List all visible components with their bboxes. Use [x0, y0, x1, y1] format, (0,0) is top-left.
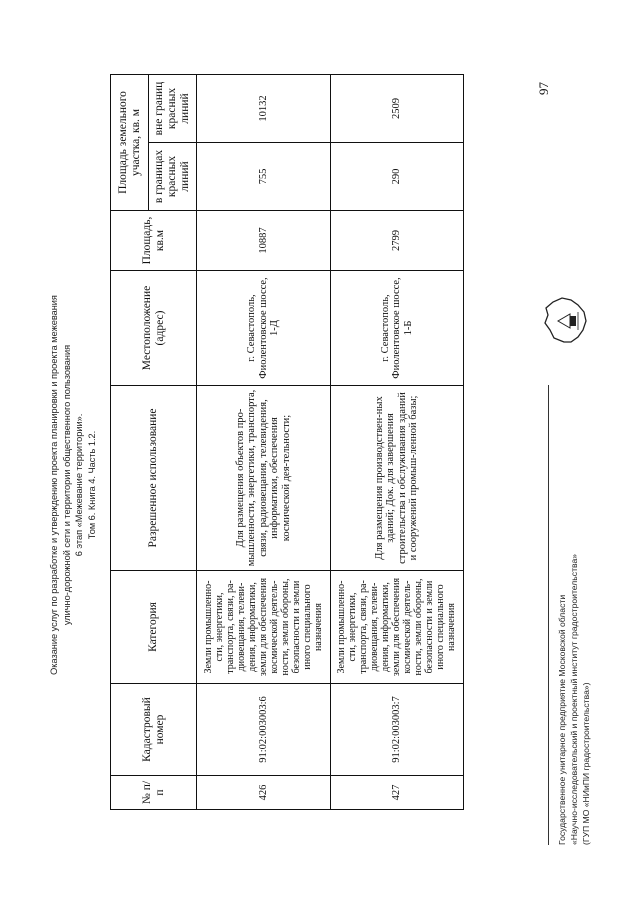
header-line-1: Оказание услуг по разработке и утверждению проекта планировки и проекта межевания — [49, 295, 59, 675]
header-line-2: улично-дорожной сети и территории общественного пользования — [61, 344, 72, 626]
row-num: 427 — [330, 776, 464, 810]
footer-line-1: Государственное унитарное предприятие Московской области — [557, 594, 567, 845]
table-row — [197, 75, 331, 810]
header-outside: вне границ красных линий — [149, 75, 197, 143]
moscow-region-map-logo-icon — [540, 292, 590, 350]
header-num: № п/п — [111, 776, 197, 810]
row-cadastral: 91:02:003003:7 — [330, 684, 464, 776]
row-usage: Для размещения объектов про-мышленности, энергетики, транспорта, связи, радиовещания, телевидения, информатики, обеспечения космической дея-тельности; — [197, 386, 331, 571]
row-location: г. Севастополь, Фиолентовское шоссе, 1-Д — [197, 271, 331, 386]
document-header — [48, 125, 98, 845]
table-row — [330, 75, 464, 810]
row-inside: 290 — [330, 143, 464, 211]
row-category: Земли промышленно-сти, энергетики, транспорта, связи, ра-диовещания, телеви-дения, информатики, земли для обеспечения космической деятель-ности, земли обороны, безопасности и земли иного специального назначения — [330, 571, 464, 684]
row-location: г. Севастополь, Фиолентовское шоссе, 1-Б — [330, 271, 464, 386]
footer-line-2: «Научно-исследовательский и проектный институт градостроительства» — [569, 553, 579, 845]
header-inside: в границах красных линий — [149, 143, 197, 211]
header-line-3: 6 этап «Межевание территории». — [74, 413, 85, 557]
row-outside: 10132 — [197, 75, 331, 143]
header-area: Площадь, кв.м — [111, 211, 197, 271]
row-area: 10887 — [197, 211, 331, 271]
footer-line-3: (ГУП МО «НИиПИ градостроительства») — [581, 682, 591, 845]
header-land-area-group: Площадь земельного участка, кв. м — [111, 75, 149, 211]
row-category: Земли промышленно-сти, энергетики, транспорта, связи, ра-диовещания, телеви-дения, информатики, земли для обеспечения космической деятель-ности, земли обороны, безопасности и земли иного специального назначения — [197, 571, 331, 684]
row-area: 2799 — [330, 211, 464, 271]
header-category: Категория — [111, 571, 197, 684]
header-line-4: Том 6. Книга 4. Часть 1.2. — [86, 430, 97, 540]
row-inside: 755 — [197, 143, 331, 211]
row-cadastral: 91:02:003003:6 — [197, 684, 331, 776]
header-usage: Разрешенное использование — [111, 386, 197, 571]
footer-divider — [548, 385, 549, 845]
row-usage: Для размещения производствен-ных зданий; Док. для завершения строительства и обслуживания зданий и сооружений промыш-ленной базы; — [330, 386, 464, 571]
land-plots-table — [110, 74, 464, 810]
row-outside: 2509 — [330, 75, 464, 143]
row-num: 426 — [197, 776, 331, 810]
page-number: 97 — [536, 82, 551, 95]
document-footer — [556, 385, 592, 845]
header-cadastral: Кадастровый номер — [111, 684, 197, 776]
header-location: Местоположение (адрес) — [111, 271, 197, 386]
